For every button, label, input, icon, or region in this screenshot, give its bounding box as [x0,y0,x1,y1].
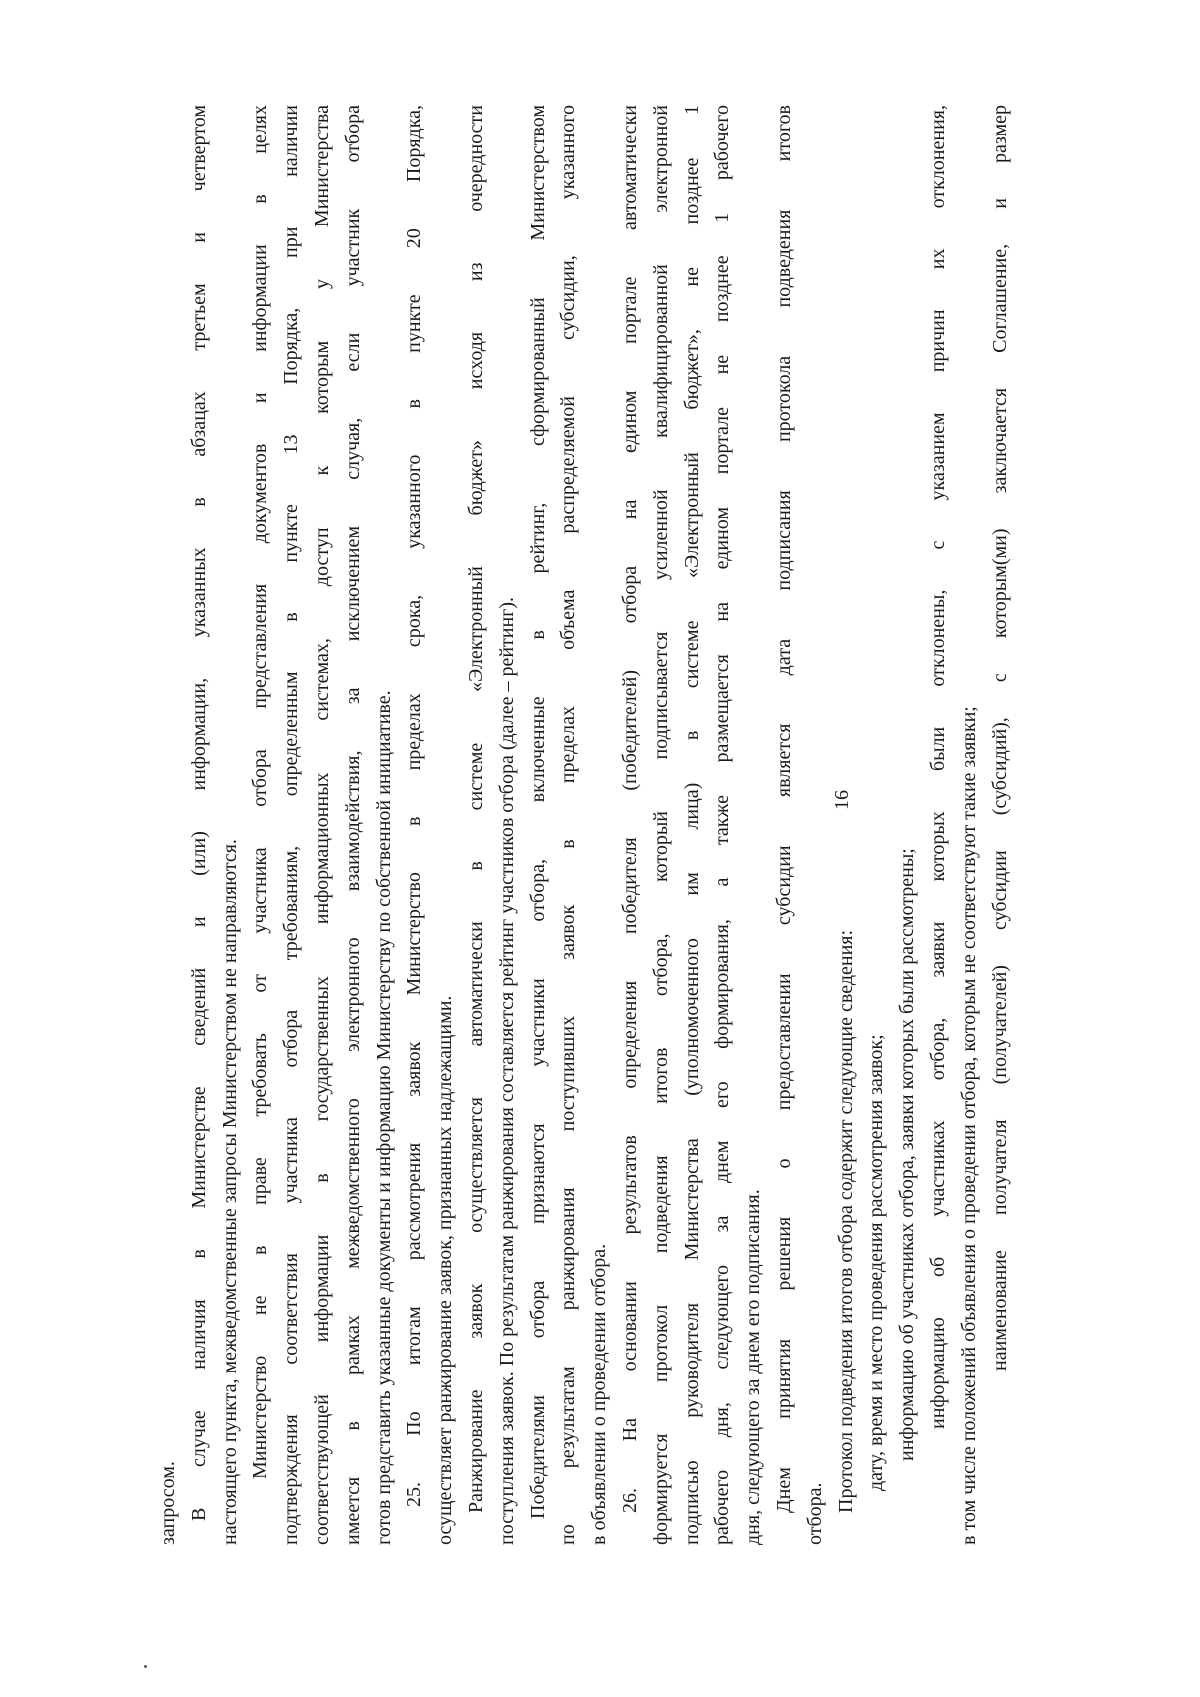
text-line: подтверждения соответствия участника отбора требованиям, определенным в пункте 13 Порядка, при наличии [280,105,303,1545]
text-line: формируется протокол подведения итогов отбора, который подписывается усиленной квалифицированной электронной [649,105,672,1545]
text-line: подписью руководителя Министерства (уполномоченного им лица) в системе «Электронный бюджет», не позднее 1 [680,105,703,1545]
text-line: Ранжирование заявок осуществляется автоматически в системе «Электронный бюджет» исходя из очередности [464,105,487,1513]
document-body [153,105,1015,1545]
text-line: наименование получателя (получателей) субсидии (субсидий), с которым(ми) заключается Соглашение, и размер [988,105,1011,1371]
text-line: Протокол подведения итогов отбора содержит следующие сведения: [834,929,857,1513]
text-line: дня, следующего за днем его подписания. [742,1189,765,1545]
text-line: по результатам ранжирования поступивших заявок в пределах объема распределяемой субсидии, указанного [557,105,580,1545]
text-line: Днем принятия решения о предоставлении субсидии является дата подписания протокола подведения итогов [772,105,795,1513]
text-line: В случае наличия в Министерстве сведений и (или) информации, указанных в абзацах третьем и четвертом [187,105,210,1521]
text-line: настоящего пункта, межведомственные запросы Министерством не направляются. [218,839,241,1545]
text-line: отбора. [803,1482,826,1545]
text-line: рабочего дня, следующего за днем его формирования, а также размещается на едином портале не позднее 1 рабочего [711,105,734,1545]
text-line: осуществляет ранжирование заявок, признанных надлежащими. [434,995,457,1545]
text-line: запросом. [157,1461,179,1545]
text-line: Победителями отбора признаются участники отбора, включенные в рейтинг, сформированный Министерством [526,105,549,1519]
text-line: соответствующей информации в государственных информационных системах, доступ к которым у Министерства [310,105,333,1545]
text-line: готов представить указанные документы и информацию Министерству по собственной инициативе. [372,690,395,1545]
text-line: в объявлении о проведении отбора. [588,1243,611,1545]
text-line: поступления заявок. По результатам ранжирования составляется рейтинг участников отбора (далее – рейтинг). [495,596,518,1545]
text-line: дату, время и место проведения рассмотрения заявок; [865,1034,888,1491]
text-line: имеется в рамках межведомственного электронного взаимодействия, за исключением случая, если участник отбора [341,105,364,1545]
page-number: 16 [831,790,853,810]
text-line: информацию об участниках отбора, заявки которых были отклонены, с указанием причин их отклонения, [926,105,949,1429]
text-line: Министерство не в праве требовать от участника отбора представления документов и информации в целях [249,105,272,1479]
text-line: 25. По итогам рассмотрения заявок Министерство в пределах срока, указанного в пункте 20 Порядка, [403,105,426,1507]
text-line: в том числе положений объявления о проведении отбора, которым не соответствуют такие заявки; [957,706,980,1545]
text-line: информацию об участниках отбора, заявки которых были рассмотрены; [896,848,919,1461]
scan-artifact [144,1665,147,1668]
text-line: 26. На основании результатов определения победителя (победителей) отбора на едином портале автоматически [618,105,641,1513]
